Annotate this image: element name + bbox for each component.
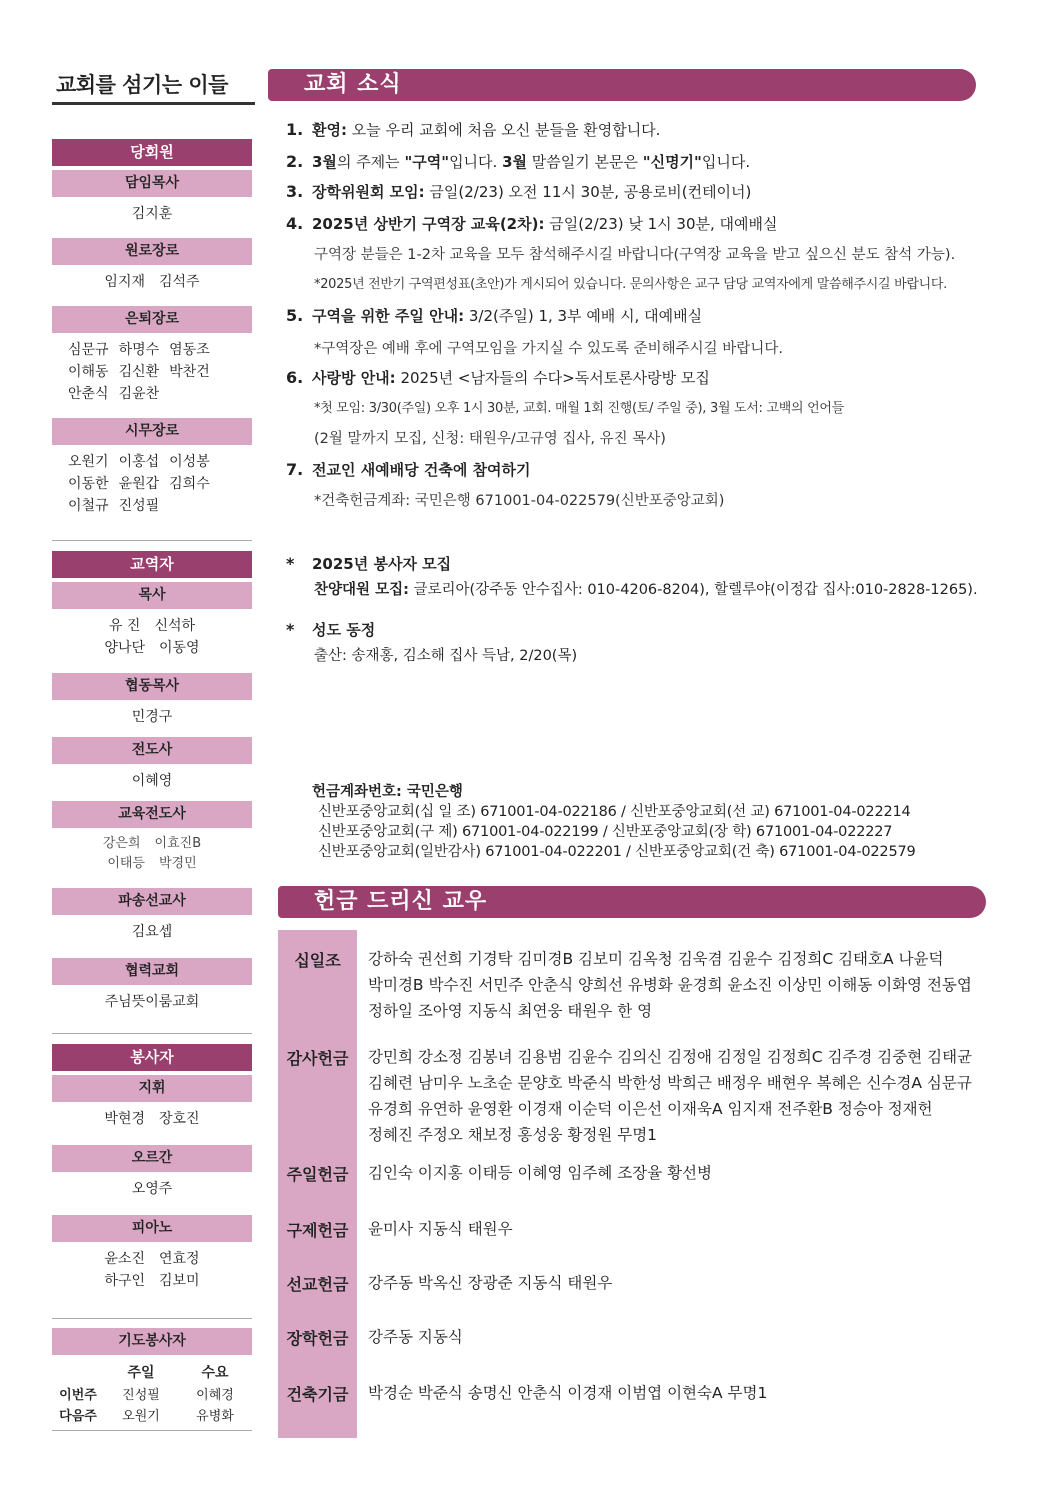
news-item-number: 7. xyxy=(286,460,304,479)
person-name: 주님뜻이룸교회 xyxy=(104,994,200,1010)
person-name: 박경민 xyxy=(159,856,197,871)
news-subtext: *건축헌금계좌: 국민은행 671001-04-022579(신반포중앙교회) xyxy=(314,493,725,509)
section-header: 시무장로 xyxy=(52,418,252,445)
news-subtext: (2월 말까지 모집, 신청: 태원우/고규영 집사, 유진 목사) xyxy=(314,431,666,447)
section-header: 협력교회 xyxy=(52,958,252,985)
news-item-label: 환영: xyxy=(312,121,347,139)
person-name: 윤원갑 xyxy=(118,476,160,492)
donor-names: 윤미사 지동식 태원우 xyxy=(368,1220,513,1238)
prayer-row-label: 다음주 xyxy=(59,1409,97,1424)
sidebar-divider xyxy=(52,1430,252,1431)
news-item-number: 1. xyxy=(286,120,304,139)
prayer-col-wednesday: 수요 xyxy=(201,1365,229,1381)
sidebar-section xyxy=(52,737,252,796)
person-name: 김신환 xyxy=(118,364,160,380)
person-name: 오영주 xyxy=(131,1181,173,1197)
news-extra-detail-label: 찬양대원 모집: xyxy=(314,582,409,598)
person-name: 신석하 xyxy=(154,618,196,634)
section-header: 당회원 xyxy=(52,139,252,166)
section-header: 원로장로 xyxy=(52,238,252,265)
person-name: 박찬건 xyxy=(169,364,210,380)
news-item-text: 3/2(주일) 1, 3부 예배 시, 대예배실 xyxy=(464,307,703,325)
donor-category-label: 건축기금 xyxy=(286,1385,349,1404)
news-item-label: 구역을 위한 주일 안내: xyxy=(312,307,465,325)
names-row xyxy=(52,339,252,361)
donor-names: 박경순 박준식 송명신 안춘식 이경재 이범엽 이현숙A 무명1 xyxy=(368,1384,768,1402)
prayer-row xyxy=(52,1404,252,1425)
names-row xyxy=(52,1248,252,1270)
section-names xyxy=(52,1172,252,1204)
prayer-empty-cell xyxy=(52,1361,104,1383)
news-item-number: 3. xyxy=(286,182,304,201)
sidebar-section xyxy=(52,582,252,663)
news-item xyxy=(286,304,702,328)
names-row xyxy=(52,361,252,383)
offering-account-line: 신반포중앙교회(구 제) 671001-04-022199 / 신반포중앙교회(장 학) 671001-04-022227 xyxy=(318,824,893,840)
news-item-number: 5. xyxy=(286,306,304,325)
person-name: 하구인 xyxy=(104,1273,145,1289)
person-name: 이해동 xyxy=(68,364,109,380)
sidebar-title-rule xyxy=(52,102,255,105)
donor-names: 강주동 박옥신 장광준 지동식 태원우 xyxy=(368,1274,613,1292)
news-item-text: 2025년 <남자들의 수다>독서토론사랑방 모집 xyxy=(395,369,710,387)
section-names xyxy=(52,985,252,1017)
section-names xyxy=(52,1102,252,1134)
offering-accounts xyxy=(312,782,916,862)
person-name: 염동조 xyxy=(169,342,210,358)
section-names xyxy=(52,764,252,796)
prayer-sunday-name: 오원기 xyxy=(122,1409,160,1424)
section-header: 교육전도사 xyxy=(52,801,252,828)
names-row xyxy=(52,1270,252,1292)
news-item-text: 입니다. xyxy=(449,153,503,171)
news-item-text: 말씀일기 본문은 xyxy=(527,153,643,171)
sidebar-section xyxy=(52,801,252,878)
person-name: 윤소진 xyxy=(104,1251,145,1267)
section-header: 파송선교사 xyxy=(52,888,252,915)
donor-names: 강주동 지동식 xyxy=(368,1328,463,1346)
news-item xyxy=(286,212,778,236)
donor-category-label: 구제헌금 xyxy=(286,1221,349,1240)
section-header: 피아노 xyxy=(52,1215,252,1242)
sidebar-divider xyxy=(52,1318,252,1319)
news-item-text: 입니다. xyxy=(701,153,751,171)
news-extra-star: * xyxy=(286,554,295,573)
person-name: 이성봉 xyxy=(169,454,210,470)
person-name: 연효정 xyxy=(159,1251,200,1267)
sidebar-section xyxy=(52,958,252,1017)
prayer-row-label: 이번주 xyxy=(59,1388,97,1403)
section-header: 전도사 xyxy=(52,737,252,764)
sidebar-divider xyxy=(52,540,252,541)
donor-names: 김인숙 이지홍 이태등 이혜영 임주혜 조장율 황선병 xyxy=(368,1164,712,1182)
news-item-label: 장학위원회 모임: xyxy=(312,183,425,201)
news-extra-title xyxy=(286,618,375,642)
prayer-volunteers-table xyxy=(52,1361,252,1425)
news-item-month: 3월 xyxy=(312,153,337,171)
news-item-quote: "신명기" xyxy=(642,153,702,171)
sidebar-section xyxy=(52,551,252,578)
news-extra-heading: 성도 동정 xyxy=(312,621,376,639)
names-row xyxy=(52,473,252,495)
section-header: 목사 xyxy=(52,582,252,609)
section-header: 교역자 xyxy=(52,551,252,578)
sidebar-section xyxy=(52,888,252,947)
donor-category-label: 감사헌금 xyxy=(286,1049,349,1068)
prayer-sunday-name: 진성필 xyxy=(122,1388,160,1403)
section-names xyxy=(52,915,252,947)
person-name: 민경구 xyxy=(131,709,173,725)
news-extra-title xyxy=(286,552,451,576)
sidebar-section xyxy=(52,1328,252,1425)
names-row xyxy=(52,834,252,854)
news-item-text: 의 주제는 xyxy=(336,153,405,171)
section-header: 지휘 xyxy=(52,1075,252,1102)
news-extra-detail xyxy=(314,644,577,668)
news-item-text: 금일(2/23) 낮 1시 30분, 대예배실 xyxy=(544,215,778,233)
names-row xyxy=(52,495,252,517)
names-row xyxy=(52,637,252,659)
section-names xyxy=(52,609,252,663)
person-name: 김희수 xyxy=(169,476,210,492)
section-names xyxy=(52,1242,252,1296)
sidebar-section xyxy=(52,418,252,521)
person-name: 유 진 xyxy=(108,618,141,634)
news-extra-star: * xyxy=(286,620,295,639)
names-row xyxy=(52,1108,252,1130)
person-name: 이동한 xyxy=(68,476,109,492)
section-names xyxy=(52,445,252,521)
section-names xyxy=(52,700,252,732)
news-subtext: *구역장은 예배 후에 구역모임을 가지실 수 있도록 준비해주시길 바랍니다. xyxy=(314,341,783,357)
donors-banner: 헌금 드리신 교우 xyxy=(278,886,986,918)
sidebar-section xyxy=(52,1145,252,1204)
sidebar-section xyxy=(52,139,252,166)
news-item-text: 오늘 우리 교회에 처음 오신 분들을 환영합니다. xyxy=(346,121,661,139)
donor-category-label: 십일조 xyxy=(294,951,341,970)
section-header: 기도봉사자 xyxy=(52,1328,252,1355)
news-item xyxy=(286,118,660,142)
person-name: 양나단 xyxy=(104,640,145,656)
section-names xyxy=(52,828,252,878)
news-extra-detail-text: 출산: 송재홍, 김소해 집사 득남, 2/20(목) xyxy=(314,648,578,664)
person-name: 이철규 xyxy=(68,498,109,514)
donor-names: 강민희 강소정 김봉녀 김용범 김윤수 김의신 김정애 김정일 김정희C 김주경 김중현 김태균 김혜련 남미우 노초순 문양호 박준식 박한성 박희근 배정우 배현우 복혜은 신수경A 심문규 유경희 유연하 윤영환 이경재 이순덕 이은선 이재욱A 임지재 전주환B 정승아 정재헌 정혜진 주정오 채보정 홍성웅 황정원 무명1 xyxy=(368,1048,973,1144)
donor-category-label: 주일헌금 xyxy=(286,1165,349,1184)
prayer-row xyxy=(52,1383,252,1404)
person-name: 진성필 xyxy=(118,498,160,514)
section-header: 담임목사 xyxy=(52,170,252,197)
person-name: 심문규 xyxy=(68,342,109,358)
sidebar-section xyxy=(52,673,252,732)
prayer-wednesday-name: 이혜경 xyxy=(196,1388,234,1403)
names-row xyxy=(52,271,252,293)
names-row xyxy=(52,615,252,637)
donor-category-label: 장학헌금 xyxy=(286,1329,349,1348)
sidebar-section xyxy=(52,238,252,297)
person-name: 김보미 xyxy=(159,1273,200,1289)
sidebar-section xyxy=(52,1215,252,1296)
person-name: 김석주 xyxy=(159,274,200,290)
sidebar-section xyxy=(52,170,252,229)
donor-names: 강하숙 권선희 기경탁 김미경B 김보미 김옥청 김욱겸 김윤수 김정희C 김태호A 나윤덕 박미경B 박수진 서민주 안춘식 양희선 유병화 윤경희 윤소진 이상민 이해동 이화영 전동엽 정하일 조아영 지동식 최연웅 태원우 한 영 xyxy=(368,950,972,1020)
news-item xyxy=(286,180,751,204)
section-header: 오르간 xyxy=(52,1145,252,1172)
news-item xyxy=(286,458,531,482)
prayer-wednesday-name: 유병화 xyxy=(196,1409,234,1424)
person-name: 박현경 xyxy=(104,1111,145,1127)
section-header: 협동목사 xyxy=(52,673,252,700)
section-header: 은퇴장로 xyxy=(52,306,252,333)
person-name: 이태등 xyxy=(107,856,145,871)
news-item-label: 사랑방 안내: xyxy=(312,369,396,387)
person-name: 하명수 xyxy=(118,342,160,358)
section-header: 봉사자 xyxy=(52,1044,252,1071)
prayer-header-row xyxy=(52,1361,252,1383)
names-row xyxy=(52,451,252,473)
sidebar-section xyxy=(52,306,252,409)
person-name: 임지재 xyxy=(104,274,145,290)
news-extra-detail-text: 글로리아(강주동 안수집사: 010-4206-8204), 할렐루야(이정갑 집사:010-2828-1265). xyxy=(408,582,978,598)
news-item-text: 금일(2/23) 오전 11시 30분, 공용로비(컨테이너) xyxy=(424,183,752,201)
news-item xyxy=(286,150,750,174)
person-name: 강은희 xyxy=(102,836,141,851)
person-name: 김지훈 xyxy=(131,206,173,222)
names-row xyxy=(52,383,252,405)
person-name: 오원기 xyxy=(68,454,109,470)
section-names xyxy=(52,333,252,409)
offering-account-line: 신반포중앙교회(일반감사) 671001-04-022201 / 신반포중앙교회(건 축) 671001-04-022579 xyxy=(318,844,916,860)
news-subtext: *첫 모임: 3/30(주일) 오후 1시 30분, 교회. 매월 1회 진행(토/ 주일 중), 3월 도서: 고백의 언어들 xyxy=(314,401,844,416)
sidebar xyxy=(52,68,255,105)
person-name: 안춘식 xyxy=(68,386,109,402)
news-item-quote: "구역" xyxy=(404,153,450,171)
news-item-number: 4. xyxy=(286,214,304,233)
sidebar-section xyxy=(52,1075,252,1134)
news-item xyxy=(286,366,710,390)
news-subtext: *2025년 전반기 구역편성표(초안)가 게시되어 있습니다. 문의사항은 교구 담당 교역자에게 말씀해주시길 바랍니다. xyxy=(314,277,947,292)
sidebar-section xyxy=(52,1044,252,1071)
person-name: 이효진B xyxy=(154,836,202,851)
news-item-label: 전교인 새예배당 건축에 참여하기 xyxy=(312,461,531,479)
news-extra-detail xyxy=(314,578,978,602)
person-name: 이혜영 xyxy=(131,773,173,789)
person-name: 이홍섭 xyxy=(118,454,160,470)
offering-account-line: 신반포중앙교회(십 일 조) 671001-04-022186 / 신반포중앙교회(선 교) 671001-04-022214 xyxy=(318,804,911,820)
news-extra-heading: 2025년 봉사자 모집 xyxy=(312,555,452,573)
news-banner: 교회 소식 xyxy=(268,69,976,101)
news-item-label: 2025년 상반기 구역장 교육(2차): xyxy=(312,215,545,233)
news-subtext: 구역장 분들은 1-2차 교육을 모두 참석해주시길 바랍니다(구역장 교육을 받고 싶으신 분도 참석 가능). xyxy=(314,247,956,263)
prayer-col-sunday: 주일 xyxy=(127,1365,155,1381)
section-names xyxy=(52,265,252,297)
person-name: 장호진 xyxy=(159,1111,200,1127)
offering-accounts-label: 헌금계좌번호: 국민은행 xyxy=(312,784,463,800)
names-row xyxy=(52,854,252,874)
person-name: 김윤찬 xyxy=(118,386,160,402)
news-item-number: 6. xyxy=(286,368,304,387)
section-names xyxy=(52,197,252,229)
sidebar-divider xyxy=(52,1033,252,1034)
news-item-number: 2. xyxy=(286,152,304,171)
person-name: 이동영 xyxy=(159,640,200,656)
news-item-month: 3월 xyxy=(502,153,528,171)
person-name: 김요셉 xyxy=(131,924,173,940)
donor-category-label: 선교헌금 xyxy=(286,1275,349,1294)
sidebar-title: 교회를 섬기는 이들 xyxy=(56,73,228,97)
